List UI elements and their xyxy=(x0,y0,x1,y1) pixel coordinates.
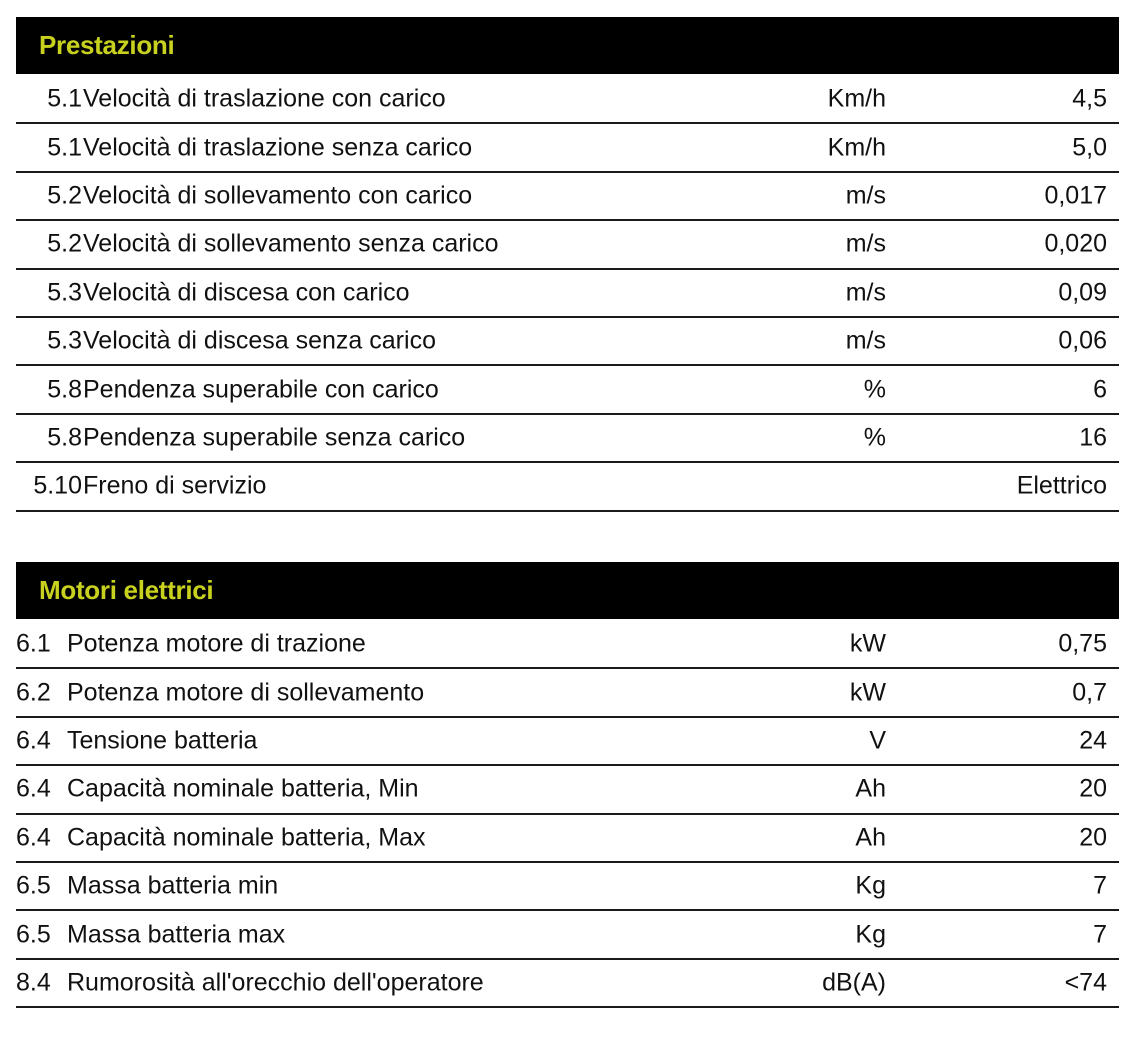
spec-code: 5.1 xyxy=(47,133,82,162)
table-row xyxy=(16,318,1119,366)
table-row xyxy=(16,911,1119,959)
spec-label: Velocità di discesa senza carico xyxy=(83,326,436,355)
performance-section xyxy=(16,17,1119,512)
spec-label: Pendenza superabile senza carico xyxy=(83,423,466,452)
table-row xyxy=(16,718,1119,766)
spec-code: 6.5 xyxy=(16,871,51,900)
spec-value: 0,7 xyxy=(1072,678,1107,707)
spec-label: Potenza motore di sollevamento xyxy=(67,678,425,707)
table-row xyxy=(16,270,1119,318)
spec-unit: V xyxy=(869,726,886,755)
spec-unit: m/s xyxy=(845,229,886,258)
spec-unit: m/s xyxy=(845,326,886,355)
table-row xyxy=(16,415,1119,463)
spec-unit: m/s xyxy=(845,278,886,307)
spec-value: 7 xyxy=(1093,871,1107,900)
table-row xyxy=(16,863,1119,911)
spec-label: Velocità di sollevamento senza carico xyxy=(83,229,499,258)
spec-value: 16 xyxy=(1079,423,1107,452)
spec-code: 6.1 xyxy=(16,629,51,658)
spec-label: Capacità nominale batteria, Max xyxy=(67,823,426,852)
spec-unit: Km/h xyxy=(827,84,886,113)
spec-label: Velocità di discesa con carico xyxy=(83,278,410,307)
spec-value: 0,017 xyxy=(1044,181,1107,210)
table-row xyxy=(16,463,1119,511)
spec-value: <74 xyxy=(1064,968,1107,997)
spec-label: Velocità di traslazione senza carico xyxy=(83,133,473,162)
spec-unit: kW xyxy=(849,678,886,707)
section-title: Prestazioni xyxy=(39,30,175,60)
spec-code: 6.5 xyxy=(16,920,51,949)
table-row xyxy=(16,173,1119,221)
spec-label: Massa batteria max xyxy=(67,920,286,949)
spec-label: Tensione batteria xyxy=(67,726,258,755)
spec-label: Freno di servizio xyxy=(83,471,267,500)
table-row xyxy=(16,366,1119,414)
spec-unit: % xyxy=(863,375,886,404)
spec-table xyxy=(16,76,1119,512)
spec-value: 7 xyxy=(1093,920,1107,949)
spec-unit: kW xyxy=(849,629,886,658)
spec-label: Rumorosità all'orecchio dell'operatore xyxy=(67,968,484,997)
spec-unit: Kg xyxy=(855,920,886,949)
spec-value: Elettrico xyxy=(1016,471,1107,500)
spec-value: 0,75 xyxy=(1058,629,1107,658)
table-row xyxy=(16,76,1119,124)
spec-code: 6.4 xyxy=(16,823,51,852)
spec-value: 0,09 xyxy=(1058,278,1107,307)
spec-code: 5.2 xyxy=(47,181,82,210)
spec-code: 5.3 xyxy=(47,278,82,307)
spec-code: 6.4 xyxy=(16,774,51,803)
spec-label: Pendenza superabile con carico xyxy=(83,375,439,404)
spec-code: 6.2 xyxy=(16,678,51,707)
spec-unit: dB(A) xyxy=(822,968,886,997)
spec-value: 6 xyxy=(1093,375,1107,404)
spec-unit: Km/h xyxy=(827,133,886,162)
section-title: Motori elettrici xyxy=(39,575,214,605)
spec-code: 5.8 xyxy=(47,423,82,452)
table-row xyxy=(16,815,1119,863)
spec-label: Potenza motore di trazione xyxy=(67,629,366,658)
spec-code: 5.8 xyxy=(47,375,82,404)
spec-code: 5.1 xyxy=(47,84,82,113)
spec-value: 24 xyxy=(1079,726,1107,755)
section-header xyxy=(16,562,1119,621)
spec-code: 5.3 xyxy=(47,326,82,355)
spec-label: Velocità di traslazione con carico xyxy=(83,84,446,113)
spec-table xyxy=(16,621,1119,1008)
table-row xyxy=(16,960,1119,1008)
spec-code: 5.2 xyxy=(47,229,82,258)
spec-value: 20 xyxy=(1079,774,1107,803)
spec-label: Velocità di sollevamento con carico xyxy=(83,181,473,210)
spec-unit: % xyxy=(863,423,886,452)
spec-unit: Kg xyxy=(855,871,886,900)
spec-value: 5,0 xyxy=(1072,133,1107,162)
section-header xyxy=(16,17,1119,76)
spec-label: Massa batteria min xyxy=(67,871,279,900)
electric-motors-section xyxy=(16,562,1119,1008)
table-row xyxy=(16,124,1119,172)
table-row xyxy=(16,669,1119,717)
spec-unit: Ah xyxy=(855,774,886,803)
spec-value: 0,020 xyxy=(1044,229,1107,258)
spec-value: 4,5 xyxy=(1072,84,1107,113)
table-row xyxy=(16,621,1119,669)
table-row xyxy=(16,766,1119,814)
spec-label: Capacità nominale batteria, Min xyxy=(67,774,419,803)
spec-value: 0,06 xyxy=(1058,326,1107,355)
spec-code: 6.4 xyxy=(16,726,51,755)
spec-unit: Ah xyxy=(855,823,886,852)
spec-unit: m/s xyxy=(845,181,886,210)
spec-code: 5.10 xyxy=(33,471,82,500)
table-row xyxy=(16,221,1119,269)
spec-value: 20 xyxy=(1079,823,1107,852)
spec-code: 8.4 xyxy=(16,968,51,997)
